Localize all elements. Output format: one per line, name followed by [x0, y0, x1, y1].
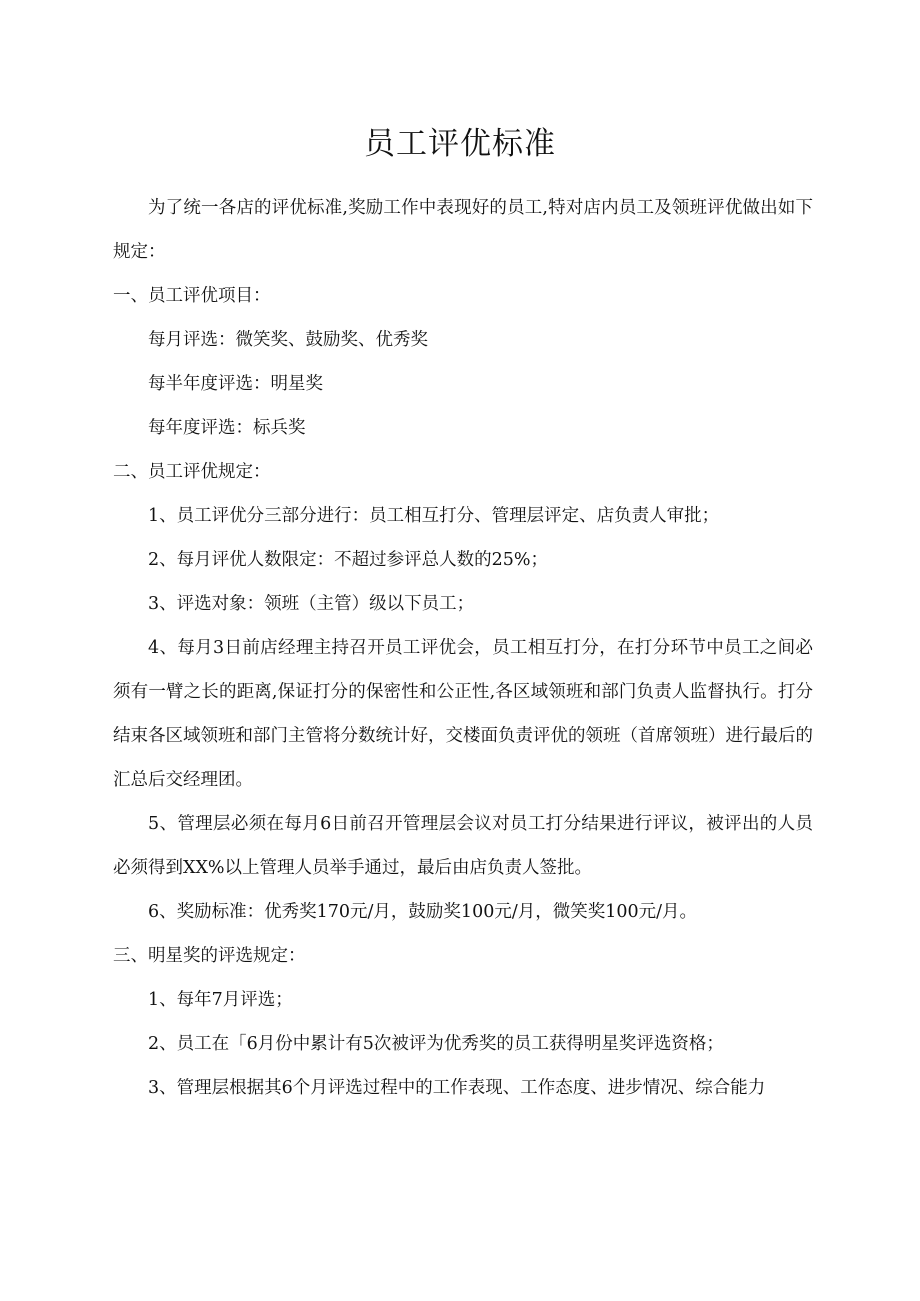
- section-heading-1: 一、员工评优项目：: [113, 286, 271, 306]
- section2-item: 3、评选对象：领班（主管）级以下员工；: [148, 594, 475, 614]
- document-body: [113, 186, 813, 1110]
- section1-item: 每年度评选：标兵奖: [148, 418, 306, 438]
- section-heading-2: 二、员工评优规定：: [113, 462, 271, 482]
- intro-paragraph: 为了统一各店的评优标准,奖励工作中表现好的员工,特对店内员工及领班评优做出如下规定：: [113, 198, 813, 262]
- section2-item: 6、奖励标准：优秀奖170元/月，鼓励奖100元/月，微笑奖100元/月。: [148, 902, 698, 922]
- section1-item: 每月评选：微笑奖、鼓励奖、优秀奖: [148, 330, 428, 350]
- section3-item: 3、管理层根据其6个月评选过程中的工作表现、工作态度、进步情况、综合能力: [148, 1078, 766, 1098]
- section2-item: 2、每月评优人数限定：不超过参评总人数的25%；: [148, 550, 549, 570]
- section3-item: 1、每年7月评选；: [148, 990, 293, 1010]
- section2-item: 5、管理层必须在每月6日前召开管理层会议对员工打分结果进行评议，被评出的人员必须得到XX%以上管理人员举手通过，最后由店负责人签批。: [113, 814, 813, 878]
- section1-item: 每半年度评选：明星奖: [148, 374, 323, 394]
- section-heading-3: 三、明星奖的评选规定：: [113, 946, 306, 966]
- section3-item: 2、员工在「6月份中累计有5次被评为优秀奖的员工获得明星奖评选资格；: [148, 1034, 724, 1054]
- document-title: 员工评优标准: [364, 126, 556, 162]
- section2-item: 4、每月3日前店经理主持召开员工评优会，员工相互打分，在打分环节中员工之间必须有一臂之长的距离,保证打分的保密性和公正性,各区域领班和部门负责人监督执行。打分结束各区域领班和部门主管将分数统计好，交楼面负责评优的领班（首席领班）进行最后的汇总后交经理团。: [113, 638, 813, 790]
- section2-item: 1、员工评优分三部分进行：员工相互打分、管理层评定、店负责人审批；: [148, 506, 720, 526]
